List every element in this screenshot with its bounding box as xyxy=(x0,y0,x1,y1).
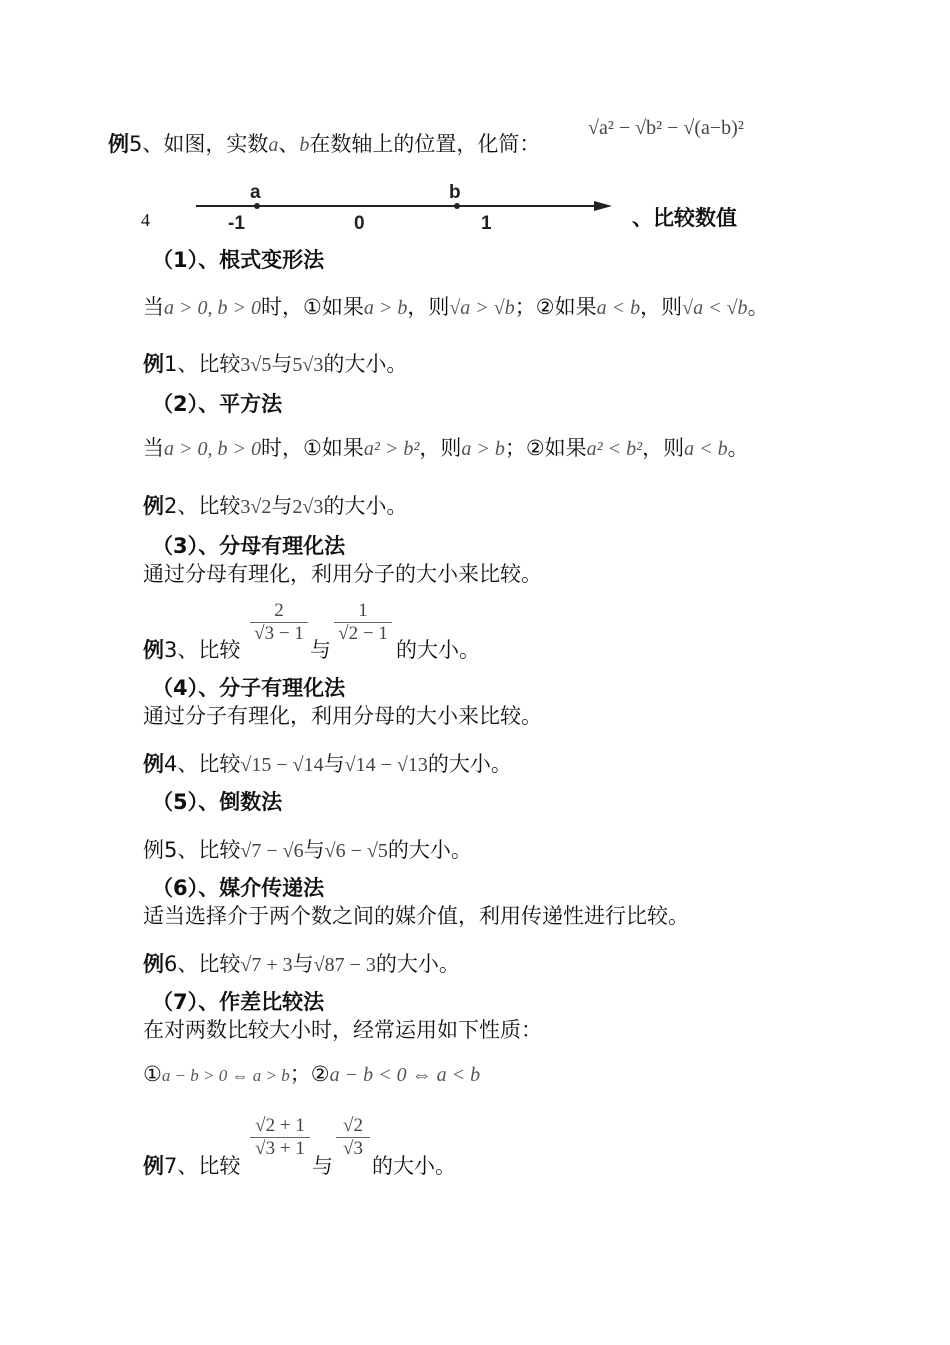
method-4-title: （4）、分子有理化法 xyxy=(152,676,346,700)
result-1: a > b xyxy=(461,438,505,460)
example-label: 例 xyxy=(143,638,164,662)
example-label: 例 xyxy=(143,494,164,518)
example-tail: 的大小。 xyxy=(396,638,480,662)
method-3-title: （3）、分母有理化法 xyxy=(152,534,346,558)
var-b: b xyxy=(299,134,310,156)
method-6-title: （6）、媒介传递法 xyxy=(152,876,325,900)
example-1 xyxy=(143,350,407,379)
text-when: 当 xyxy=(143,436,164,460)
section-title: 、比较数值 xyxy=(632,206,737,230)
and-text: 与 xyxy=(312,1154,333,1178)
result-1: √a > √b xyxy=(449,297,515,319)
property-2: a − b < 0 ⇔ a < b xyxy=(329,1064,481,1086)
text-then1: ，则 xyxy=(419,436,462,460)
and-text: 与 xyxy=(292,952,314,976)
fraction-denominator: √3 − 1 xyxy=(250,622,308,645)
separator: ； xyxy=(289,1062,311,1086)
example-tail: 的大小。 xyxy=(375,952,460,976)
method-7-text: 在对两数比较大小时，经常运用如下性质： xyxy=(143,1018,542,1042)
condition: a > 0, b > 0 xyxy=(164,297,261,319)
text-then2: ，则 xyxy=(640,295,683,319)
example-label: 例 xyxy=(108,132,129,156)
text-if1: 时，①如果 xyxy=(261,295,364,319)
fraction-denominator: √2 − 1 xyxy=(334,622,392,645)
expr-1: √7 + 3 xyxy=(240,954,293,976)
example-text: 6、比较 xyxy=(164,952,241,976)
tick-neg1: -1 xyxy=(228,213,245,234)
fraction-numerator: 1 xyxy=(358,600,368,621)
condition-3: a² < b² xyxy=(586,438,643,460)
text-if1: 时，①如果 xyxy=(261,436,364,460)
example-text: 2、比较 xyxy=(164,494,241,518)
fraction-1 xyxy=(250,600,308,645)
example-2 xyxy=(143,492,407,521)
condition-2: a > b xyxy=(363,297,408,319)
example-text: 3、比较 xyxy=(164,638,241,662)
example-tail: 的大小。 xyxy=(427,752,512,776)
fraction-2 xyxy=(336,1115,370,1160)
method-2-title: （2）、平方法 xyxy=(152,392,283,416)
text-when: 当 xyxy=(143,295,164,319)
arrow-head-icon xyxy=(594,201,612,211)
method-7-properties xyxy=(143,1060,480,1090)
fraction-denominator: √3 + 1 xyxy=(250,1137,310,1160)
example-tail: 在数轴上的位置，化简： xyxy=(309,132,541,156)
number-line xyxy=(190,180,620,238)
text-if2: ；②如果 xyxy=(504,436,587,460)
point-b xyxy=(454,203,460,209)
example-tail: 的大小。 xyxy=(323,352,408,376)
var-a: a xyxy=(268,134,279,156)
expr-1: √7 − √6 xyxy=(240,840,304,862)
fraction-numerator: √2 + 1 xyxy=(255,1115,305,1136)
method-2-text xyxy=(143,434,749,463)
text-then2: ，则 xyxy=(642,436,685,460)
example-text: 1、比较 xyxy=(164,352,241,376)
example-label: 例 xyxy=(143,752,164,776)
method-1-title: （1）、根式变形法 xyxy=(152,248,325,272)
method-4-text: 通过分子有理化，利用分母的大小来比较。 xyxy=(143,704,542,728)
circled-one: ① xyxy=(143,1062,162,1086)
property-1: a − b > 0 ⇔ a > b xyxy=(161,1066,290,1085)
and-text: 与 xyxy=(271,352,293,376)
method-3-text: 通过分母有理化，利用分子的大小来比较。 xyxy=(143,562,542,586)
tick-0: 0 xyxy=(354,213,365,234)
expr-2: 5√3 xyxy=(292,354,324,376)
method-1-text xyxy=(143,293,769,322)
example-label: 例 xyxy=(143,1154,164,1178)
circled-two: ② xyxy=(310,1062,330,1086)
result-2: a < b xyxy=(684,438,728,460)
condition-2: a² > b² xyxy=(363,438,420,460)
text-then1: ，则 xyxy=(407,295,450,319)
expr-1: 3√5 xyxy=(240,354,272,376)
expr-1: 3√2 xyxy=(240,496,272,518)
and-text: 与 xyxy=(271,494,293,518)
example-7 xyxy=(143,1152,240,1180)
expr-1: √15 − √14 xyxy=(240,754,324,776)
example-6 xyxy=(143,950,460,979)
method-5-title: （5）、倒数法 xyxy=(152,790,283,814)
example-3 xyxy=(143,636,240,664)
label-b: b xyxy=(449,182,461,203)
separator: 、 xyxy=(278,132,300,156)
example-tail: 的大小。 xyxy=(372,1154,456,1178)
fraction-denominator: √3 xyxy=(336,1137,370,1160)
fraction-2 xyxy=(334,600,392,645)
example-5-top xyxy=(108,130,540,159)
example-5 xyxy=(143,836,472,865)
text-end: 。 xyxy=(727,436,749,460)
example-4 xyxy=(143,750,512,779)
text-if2: ；②如果 xyxy=(514,295,597,319)
example-tail: 的大小。 xyxy=(323,494,408,518)
example-label: 例 xyxy=(143,952,164,976)
fraction-numerator: 2 xyxy=(274,600,284,621)
point-a xyxy=(254,203,260,209)
expr-2: 2√3 xyxy=(292,496,324,518)
fraction-numerator: √2 xyxy=(343,1115,363,1136)
label-a: a xyxy=(250,182,261,203)
example-text: 4、比较 xyxy=(164,752,241,776)
text-end: 。 xyxy=(747,295,769,319)
example-label: 例 xyxy=(143,352,164,376)
condition: a > 0, b > 0 xyxy=(164,438,261,460)
example-tail: 的大小。 xyxy=(387,838,472,862)
fraction-1 xyxy=(250,1115,310,1160)
example-text: 例5、比较 xyxy=(143,838,241,862)
simplify-expression: √a² − √b² − √(a−b)² xyxy=(588,117,744,139)
result-2: √a < √b xyxy=(682,297,748,319)
and-text: 与 xyxy=(323,752,345,776)
expr-2: √87 − 3 xyxy=(313,954,376,976)
tick-1: 1 xyxy=(481,213,492,234)
method-6-text: 适当选择介于两个数之间的媒介值，利用传递性进行比较。 xyxy=(143,904,689,928)
and-text: 与 xyxy=(303,838,325,862)
expr-2: √6 − √5 xyxy=(324,840,388,862)
method-7-title: （7）、作差比较法 xyxy=(152,990,325,1014)
condition-3: a < b xyxy=(596,297,641,319)
example-text: 5、如图，实数 xyxy=(129,132,269,156)
expr-2: √14 − √13 xyxy=(344,754,428,776)
section-number: 4 xyxy=(141,210,150,230)
and-text: 与 xyxy=(310,638,331,662)
example-text: 7、比较 xyxy=(164,1154,241,1178)
